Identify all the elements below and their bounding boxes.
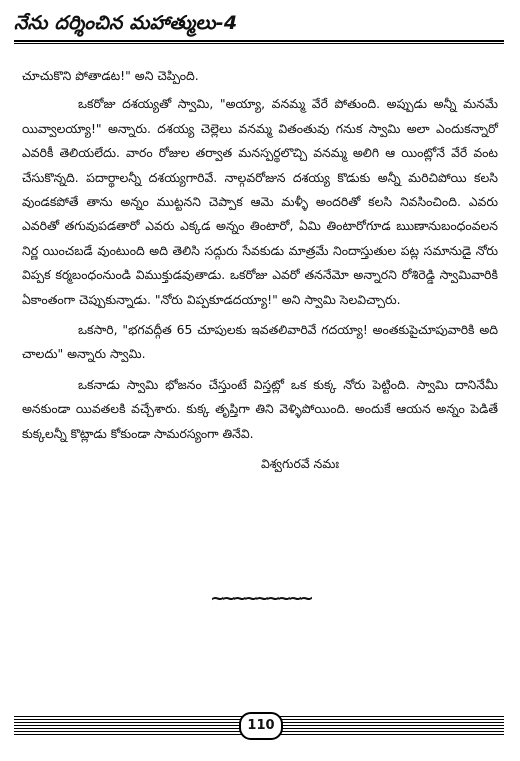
running-title: నేను దర్శించిన మహాత్ములు-4 [14, 12, 238, 34]
paragraph: ఒకనాడు స్వామి భోజనం చేస్తుంటే విస్తట్లో ఒక కుక్క నోరు పెట్టింది. స్వామి దానినేమీ అనకుండా యివతలకి వచ్చేశారు. కుక్క తృప్తిగా తిని వెళ్ళిపోయింది. అందుకే ఆయన అన్నం పెడితే కుక్కలన్నీ కొట్లాడు కోకుండా సామరస్యంగా తినేవి. [22, 376, 498, 441]
paragraph: చూచుకొని పోతాడట!" అని చెప్పింది. [22, 68, 199, 83]
page-header [14, 8, 504, 44]
closing-line [22, 452, 498, 476]
header-rule-thin [14, 43, 504, 44]
page-body [22, 64, 498, 483]
paragraph: ఒకరోజు దశయ్యతో స్వామి, "అయ్యా, వనమ్మ వేరే పోతుంది. అప్పుడు అన్నీ మనమే యివ్వాలయ్యా!" అన్నారు. దశయ్య చెల్లెలు వనమ్మ వితంతువు గనుక స్వామి అలా ఎందుకన్నారో ఎవరికీ తెలియలేదు. వారం రోజుల తర్వాత మనస్పర్థలొచ్చి వనమ్మ అలిగి ఆ యింట్లోనే వేరే వంట చేసుకొన్నది. పదార్థాలన్నీ దశయ్యగారివే. నాల్గవరోజున దశయ్య కొడుకు అన్నీ మరిచిపోయి కలసి వుండకపోతే తాను అన్నం ముట్టనని చెప్పాక ఆమె మళ్ళీ అందరితో కలసి నివసించింది. ఎవరు ఎవరితో తగువుపడతారో ఎవరు ఎక్కడ అన్నం తింటారో, ఏమి తింటారోగూడ ఋణానుబంధంవలన నిర్ణ యించబడే వుంటుంది అది తెలిసి సద్గురు సేవకుడు మాత్రమే నిందాస్తుతుల పట్ల సమానుడై నోరు విప్పక కర్మబంధంనుండి విముక్తుడవుతాడు. ఒకరోజు ఎవరో తననేమో అన్నారని రోశిరెడ్డి స్వామివారికి ఏకాంతంగా చెప్పుకున్నాడు. "నోరు విప్పకూడదయ్యా!" అని స్వామి సెలవిచ్చారు. [22, 96, 498, 307]
paragraph: ఒకసారి, "భగవద్గీత 65 చూపులకు ఇవతలివారివే గదయ్యా! అంతకుపైచూపువారికి అది చాలదు" అన్నారు స్వామి. [22, 322, 498, 362]
page-number: 110 [239, 712, 283, 740]
header-rule [14, 40, 504, 42]
section-ornament: ~~~~~~~~~ [210, 588, 310, 609]
page-footer [14, 712, 504, 742]
closing-text: విశ్వగురవే నమః [260, 456, 340, 472]
